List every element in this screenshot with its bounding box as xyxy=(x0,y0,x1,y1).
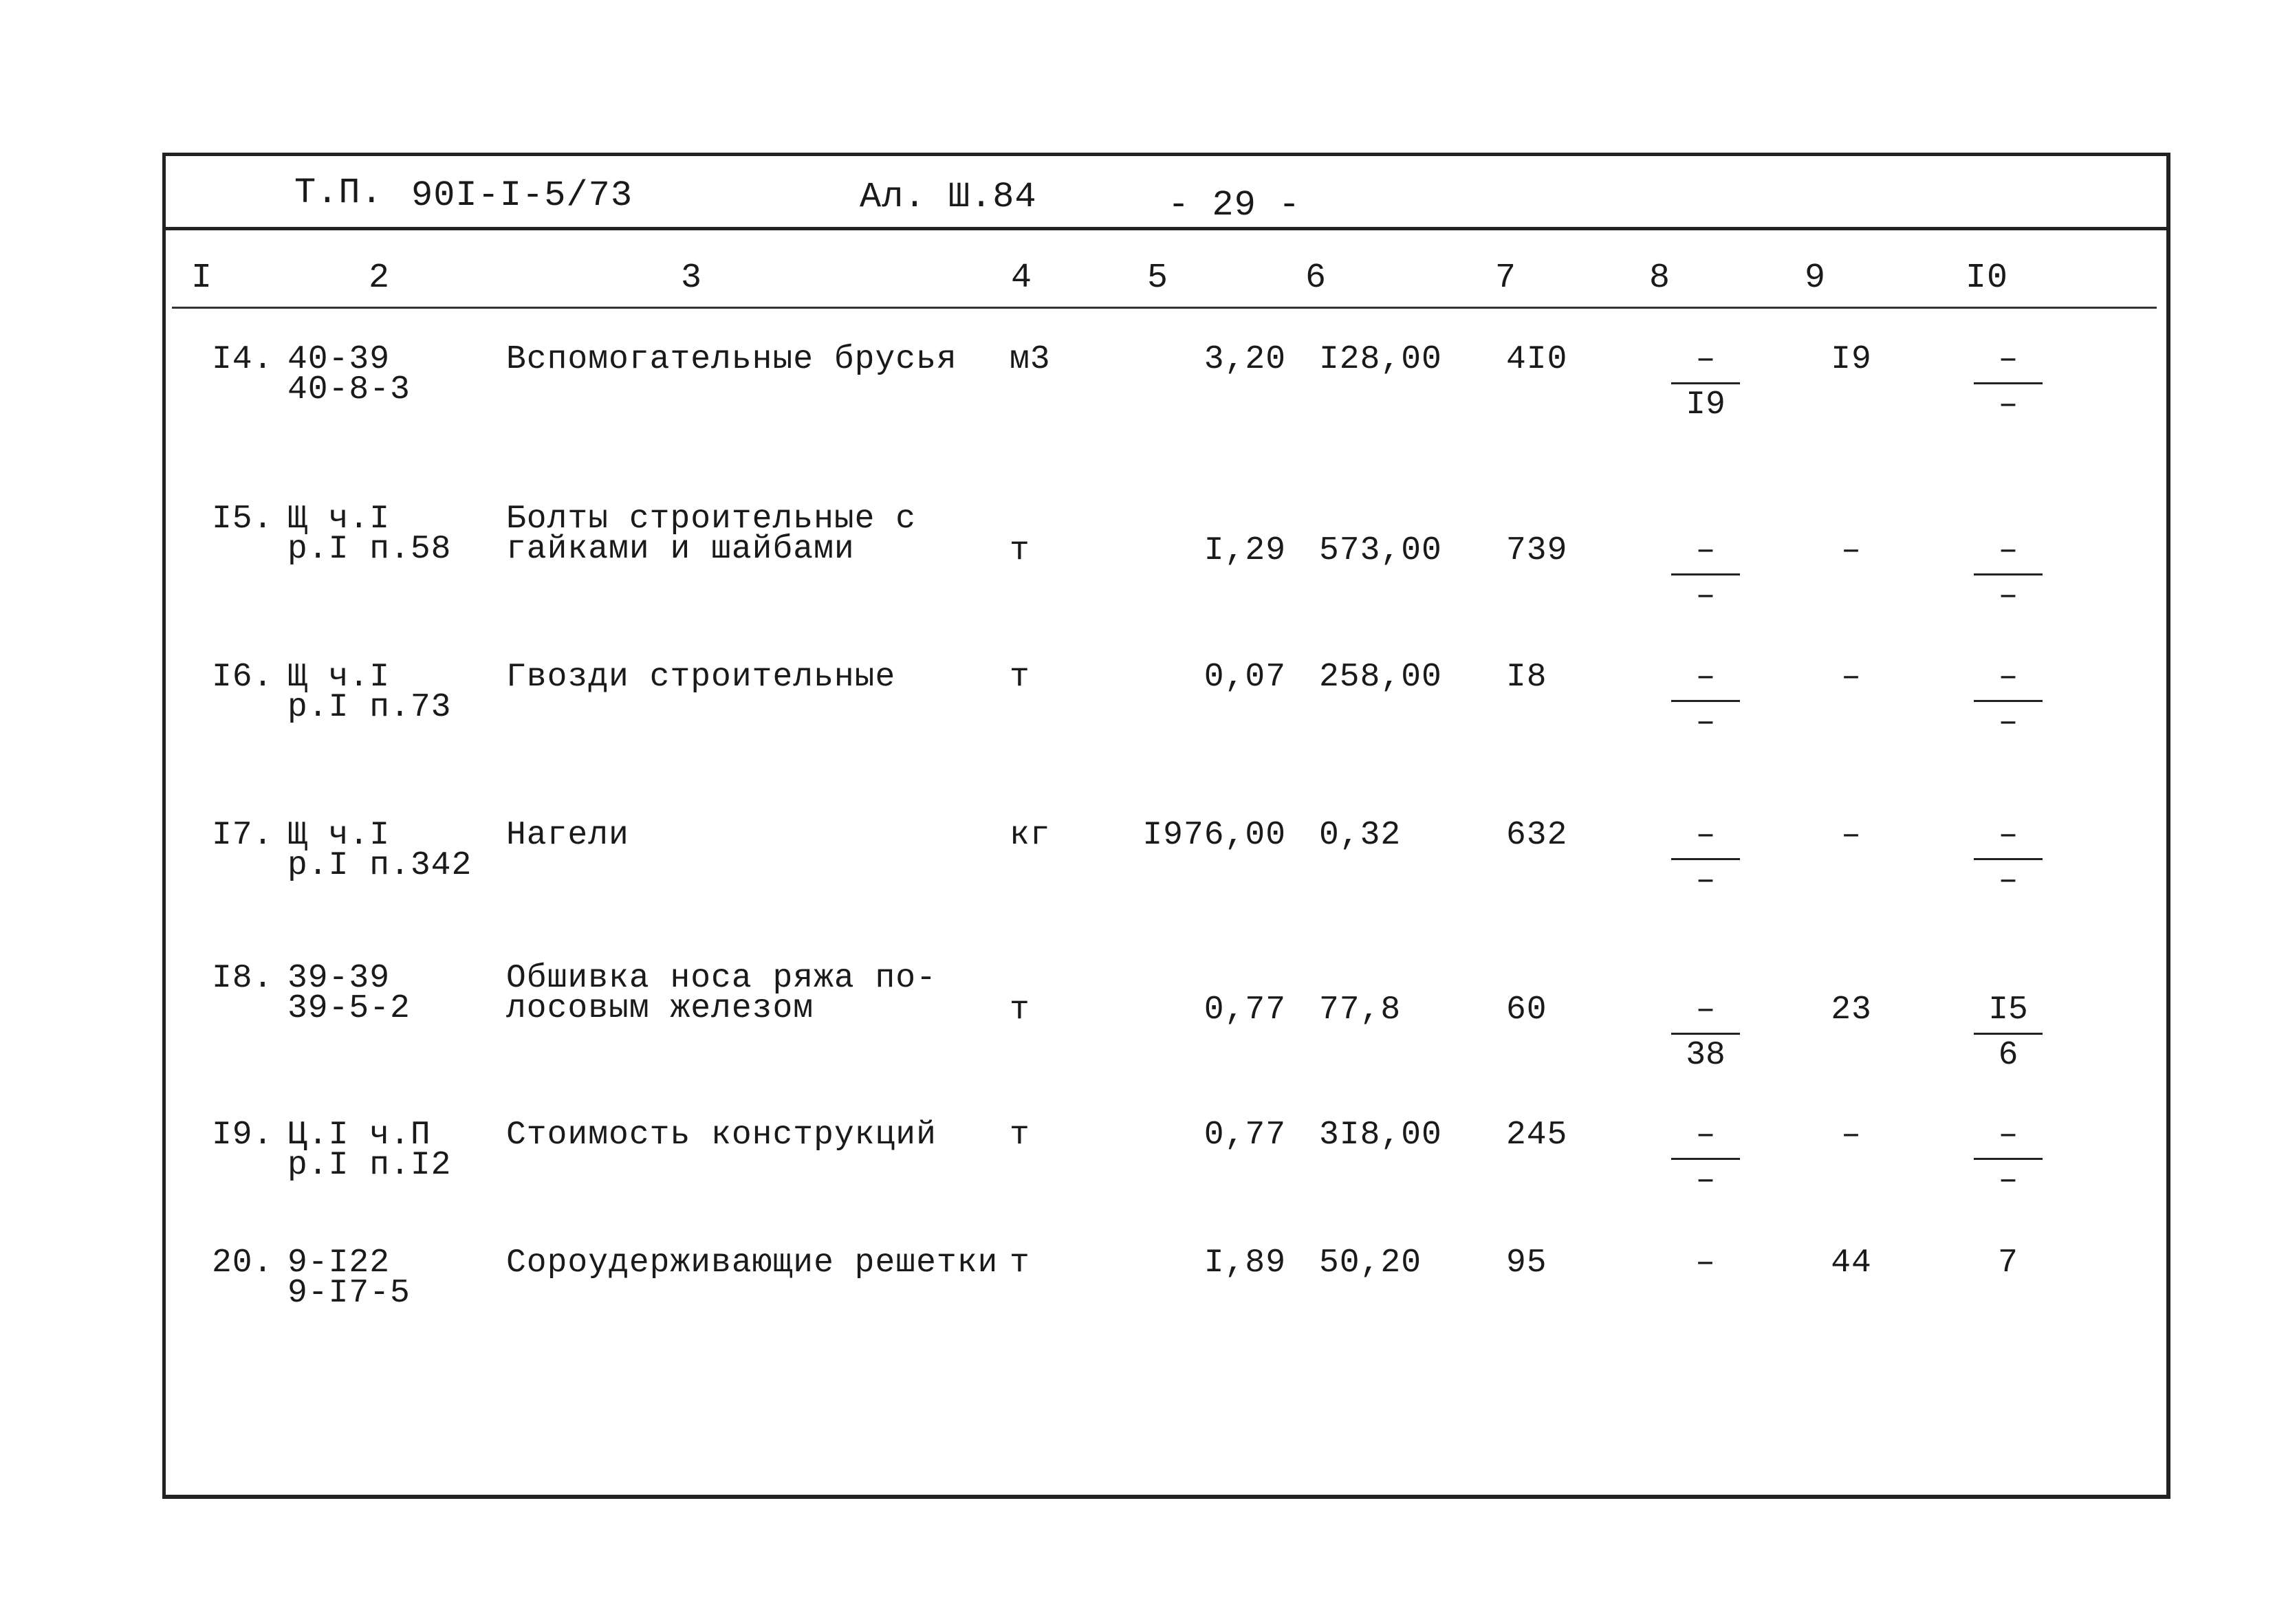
row-7-number: 20. xyxy=(212,1244,274,1282)
row-4-price: 0,32 xyxy=(1319,817,1402,854)
row-5-col10-fraction-bar xyxy=(1974,1033,2043,1035)
row-2-col10-fraction-bar xyxy=(1974,573,2043,575)
row-5-col9: 23 xyxy=(1831,991,1872,1029)
column-number-1: I xyxy=(191,259,213,298)
row-2-reference-line1: Щ ч.I xyxy=(287,501,391,538)
row-2-price: 573,00 xyxy=(1319,532,1442,569)
row-3-col8-numerator: – xyxy=(1695,659,1716,696)
row-5-quantity: 0,77 xyxy=(1204,991,1286,1029)
row-6-col10-fraction-bar xyxy=(1974,1158,2043,1160)
row-5-reference-line2: 39-5-2 xyxy=(287,990,411,1027)
row-3-reference-line2: р.I п.73 xyxy=(287,689,452,726)
row-1-price: I28,00 xyxy=(1319,341,1442,378)
column-number-3: 3 xyxy=(681,259,703,298)
column-number-9: 9 xyxy=(1805,259,1827,298)
row-1-total: 4I0 xyxy=(1506,341,1568,378)
page-number: - 29 - xyxy=(1168,185,1301,226)
row-7-reference-line1: 9-I22 xyxy=(287,1244,391,1282)
row-4-col10-fraction-bar xyxy=(1974,858,2043,860)
header-code: 90I-I-5/73 xyxy=(411,175,633,216)
row-6-col10-numerator: – xyxy=(1998,1117,2018,1154)
row-4-reference-line1: Щ ч.I xyxy=(287,817,391,854)
row-2-col10-numerator: – xyxy=(1998,532,2018,569)
row-1-reference-line2: 40-8-3 xyxy=(287,371,411,408)
row-3-price: 258,00 xyxy=(1319,659,1442,696)
row-1-unit: м3 xyxy=(1010,341,1051,378)
row-6-name-line1: Стоимость конструкций xyxy=(506,1117,937,1154)
row-4-col10-denominator: – xyxy=(1998,862,2018,899)
row-6-col8 xyxy=(1671,1119,1740,1202)
row-3-col10-denominator: – xyxy=(1998,704,2018,741)
row-2-quantity: I,29 xyxy=(1204,532,1286,569)
header-album: Ал. Ш.84 xyxy=(860,177,1037,217)
row-1-col8-numerator: – xyxy=(1695,341,1716,378)
row-6-quantity: 0,77 xyxy=(1204,1117,1286,1154)
row-5-name-line2: лосовым железом xyxy=(506,990,814,1027)
row-6-total: 245 xyxy=(1506,1117,1568,1154)
row-2-col8-numerator: – xyxy=(1695,532,1716,569)
row-7-quantity: I,89 xyxy=(1204,1244,1286,1282)
row-4-reference-line2: р.I п.342 xyxy=(287,847,472,884)
row-5-col8-fraction-bar xyxy=(1671,1033,1740,1035)
row-6-col10 xyxy=(1974,1119,2043,1202)
row-2-col10-denominator: – xyxy=(1998,578,2018,615)
row-7-col8: – xyxy=(1695,1244,1716,1282)
row-3-unit: т xyxy=(1010,659,1030,696)
row-4-total: 632 xyxy=(1506,817,1568,854)
row-2-reference-line2: р.I п.58 xyxy=(287,531,452,568)
row-4-name-line1: Нагели xyxy=(506,817,629,854)
row-5-number: I8. xyxy=(212,960,274,997)
row-6-col8-denominator: – xyxy=(1695,1162,1716,1199)
row-1-col10-fraction-bar xyxy=(1974,382,2043,384)
row-2-unit: т xyxy=(1010,532,1030,569)
row-7-col9: 44 xyxy=(1831,1244,1872,1282)
row-1-col10-numerator: – xyxy=(1998,341,2018,378)
row-5-reference-line1: 39-39 xyxy=(287,960,391,997)
row-3-col9: – xyxy=(1841,659,1862,696)
row-7-name-line1: Сороудерживающие решетки xyxy=(506,1244,999,1282)
row-1-number: I4. xyxy=(212,341,274,378)
row-3-name-line1: Гвозди строительные xyxy=(506,659,896,696)
column-number-10: I0 xyxy=(1966,259,2009,298)
row-1-quantity: 3,20 xyxy=(1204,341,1286,378)
row-1-reference-line1: 40-39 xyxy=(287,341,391,378)
row-5-col10-numerator: I5 xyxy=(1988,991,2028,1029)
row-2-number: I5. xyxy=(212,501,274,538)
row-6-reference-line1: Ц.I ч.П xyxy=(287,1117,431,1154)
row-3-reference-line1: Щ ч.I xyxy=(287,659,391,696)
row-4-col8 xyxy=(1671,817,1740,902)
row-1-col10-denominator: – xyxy=(1998,386,2018,424)
row-2-name-line1: Болты строительные с xyxy=(506,501,917,538)
row-4-unit: кг xyxy=(1010,817,1051,854)
row-4-col8-fraction-bar xyxy=(1671,858,1740,860)
row-1-name-line1: Вспомогательные брусья xyxy=(506,341,957,378)
row-3-col8-denominator: – xyxy=(1695,704,1716,741)
row-3-col10-numerator: – xyxy=(1998,659,2018,696)
row-1-col8-fraction-bar xyxy=(1671,382,1740,384)
row-1-col9: I9 xyxy=(1831,341,1872,378)
row-5-col10-denominator: 6 xyxy=(1998,1037,2018,1074)
row-6-col8-fraction-bar xyxy=(1671,1158,1740,1160)
row-7-unit: т xyxy=(1010,1244,1030,1282)
row-6-col9: – xyxy=(1841,1117,1862,1154)
row-7-col10: 7 xyxy=(1998,1244,2018,1282)
row-4-col8-denominator: – xyxy=(1695,862,1716,899)
row-2-col9: – xyxy=(1841,532,1862,569)
header-tp: Т.П. xyxy=(294,173,383,213)
row-5-col8-denominator: 38 xyxy=(1686,1037,1726,1074)
row-6-number: I9. xyxy=(212,1117,274,1154)
row-3-col10-fraction-bar xyxy=(1974,700,2043,702)
row-5-col8 xyxy=(1671,991,1740,1077)
row-1-col8 xyxy=(1671,341,1740,426)
row-4-col9: – xyxy=(1841,817,1862,854)
column-number-8: 8 xyxy=(1649,259,1671,298)
row-5-col8-numerator: – xyxy=(1695,991,1716,1029)
column-number-6: 6 xyxy=(1305,259,1327,298)
row-3-total: I8 xyxy=(1506,659,1547,696)
row-7-reference-line2: 9-I7-5 xyxy=(287,1275,411,1312)
row-5-unit: т xyxy=(1010,991,1030,1029)
column-number-5: 5 xyxy=(1147,259,1169,298)
row-6-reference-line2: р.I п.I2 xyxy=(287,1147,452,1184)
column-number-2: 2 xyxy=(369,259,391,298)
row-2-total: 739 xyxy=(1506,532,1568,569)
row-2-col8-fraction-bar xyxy=(1671,573,1740,575)
row-3-number: I6. xyxy=(212,659,274,696)
row-6-col10-denominator: – xyxy=(1998,1162,2018,1199)
row-4-number: I7. xyxy=(212,817,274,854)
row-6-unit: т xyxy=(1010,1117,1030,1154)
row-4-col8-numerator: – xyxy=(1695,817,1716,854)
row-2-col8-denominator: – xyxy=(1695,578,1716,615)
row-3-col8 xyxy=(1671,661,1740,744)
row-6-price: 3I8,00 xyxy=(1319,1117,1442,1154)
row-3-col10 xyxy=(1974,661,2043,744)
row-3-quantity: 0,07 xyxy=(1204,659,1286,696)
column-number-divider xyxy=(172,307,2157,309)
row-7-total: 95 xyxy=(1506,1244,1547,1282)
column-number-7: 7 xyxy=(1495,259,1517,298)
row-5-total: 60 xyxy=(1506,991,1547,1029)
row-1-col10 xyxy=(1974,341,2043,426)
row-1-col8-denominator: I9 xyxy=(1686,386,1726,424)
row-4-col10-numerator: – xyxy=(1998,817,2018,854)
row-2-col8 xyxy=(1671,532,1740,617)
row-4-quantity: I976,00 xyxy=(1142,817,1286,854)
row-5-name-line1: Обшивка носа ряжа по- xyxy=(506,960,937,997)
row-2-col10 xyxy=(1974,532,2043,617)
header-divider xyxy=(162,227,2170,230)
row-3-col8-fraction-bar xyxy=(1671,700,1740,702)
row-5-price: 77,8 xyxy=(1319,991,1402,1029)
column-number-4: 4 xyxy=(1011,259,1033,298)
row-2-name-line2: гайками и шайбами xyxy=(506,531,855,568)
row-5-col10 xyxy=(1974,991,2043,1077)
row-6-col8-numerator: – xyxy=(1695,1117,1716,1154)
row-7-price: 50,20 xyxy=(1319,1244,1422,1282)
row-4-col10 xyxy=(1974,817,2043,902)
